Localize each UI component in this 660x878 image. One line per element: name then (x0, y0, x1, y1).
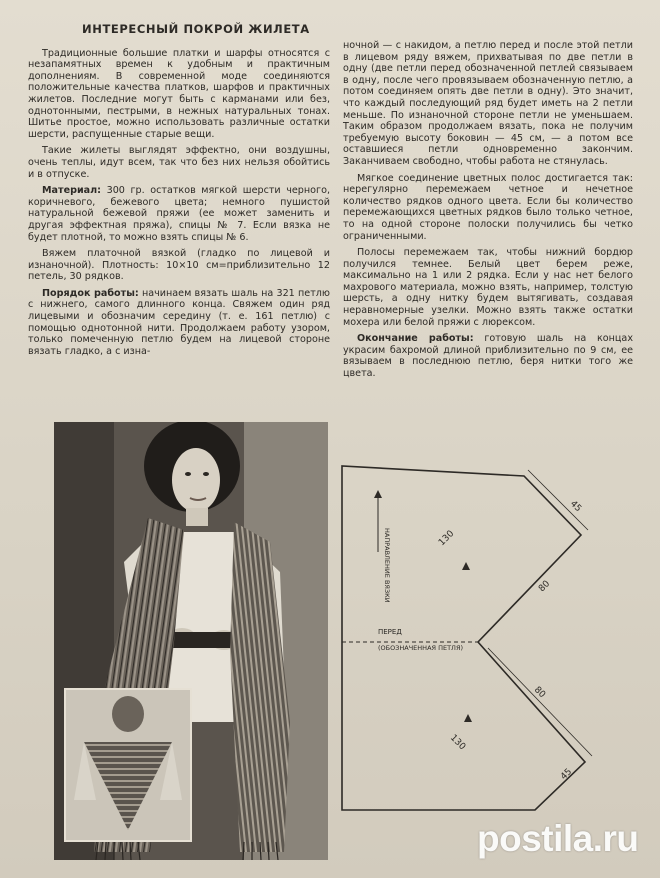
back-view-inset-photo (64, 688, 192, 842)
right-paragraph-1: ночной — с накидом, а петлю перед и после этой петли в лицевом ряду вяжем, прихватывая по две петли в одну (две петли перед обозначенной петлей связываем в одну, после чего провязываем обозначенную петлю, а потом соединяем опять две петли в одну). Это значит, что каждый последующий ряд будет иметь на 2 петли меньше. По изнаночной стороне петли не уменьшаем. Таким образом продолжаем вязать, пока не получим требуемую высоту боковин — 45 см, — а потом все оставшиеся петли одновременно закончим. Заканчиваем свободно, чтобы работа не стянулась. (343, 40, 633, 167)
right-column (343, 40, 633, 385)
pattern-schematic (338, 462, 638, 827)
marked-loop-label: (ОБОЗНАЧЕННАЯ ПЕТЛЯ) (378, 644, 464, 652)
material-text: 300 гр. остатков мягкой шерсти черного, коричневого, бежевого цвета; немного пушистой натуральной бежевой пряжи (ее может заменить и другая эффектная пряжа), спицы № 7. Если вязка не будет плотной, то можно взять спицы № 6. (28, 185, 330, 243)
finish-label: Окончание работы: (357, 333, 474, 345)
right-paragraph-2: Мягкое соединение цветных полос достигается так: нерегулярно перемежаем четное и нечетное количество рядков одного цвета. Если бы количество перемежающихся цветных рядков было только четное, то на одной стороне полоски получились бы четко ограниченными. (343, 172, 633, 242)
front-label: ПЕРЕД (378, 628, 402, 636)
dim-mid-top: 80 (537, 578, 553, 595)
direction-arrowhead-icon (374, 490, 382, 498)
dim-long-top: 130 (437, 528, 457, 549)
intro-paragraph-1: Традиционные большие платки и шарфы относятся с незапамятных времен к удобным и практичным дополнениям. В современной моде соединяются положительные качества платков, шарфов и практичных жилетов. Последние могут быть с карманами или без, однотонными, пестрыми, в нежных натуральных тонах. Шитье простое, можно использовать различные остатки шерсти, распущенные старые вещи. (28, 47, 330, 140)
dim-top: 45 (567, 499, 584, 515)
knit-paragraph: Вяжем платочной вязкой (гладко по лицевой и изнаночной). Плотность: 10×10 см=приблизительно 12 петель, 30 рядков. (28, 248, 330, 283)
dim-mid-bottom: 80 (531, 685, 548, 701)
left-column (28, 24, 330, 362)
intro-paragraph-2: Такие жилеты выглядят эффектно, они воздушны, очень теплы, идут всем, так что без них нельзя обойтись и в отпуске. (28, 145, 330, 180)
article-title: ИНТЕРЕСНЫЙ ПОКРОЙ ЖИЛЕТА (82, 22, 310, 36)
material-label: Материал: (42, 185, 102, 197)
order-label: Порядок работы: (42, 287, 139, 299)
finish-text: готовую шаль на концах украсим бахромой длиной приблизительно по 9 см, ее вязываем в последнюю петлю, беря нитки того же цвета. (343, 333, 633, 380)
back-view-illustration (66, 690, 190, 840)
right-paragraph-3: Полосы перемежаем так, чтобы нижний бордюр получился темнее. Белый цвет берем реже, максимально на 1 или 2 рядка. Если у нас нет белого махрового материала, можно взять, например, толстую шерсть, а одну нитку будем вытягивать, создавая неравномерные узелки. Можно взять также остатки мохера или белой пряжи с люрексом. (343, 247, 633, 328)
inner-arrow-icon (464, 714, 472, 722)
inner-arrow-icon (462, 562, 470, 570)
finish-paragraph (343, 333, 633, 379)
order-text: начинаем вязать шаль на 321 петлю с нижнего, самого длинного конца. Свяжем один ряд лицевыми и обозначим середину (т. е. 161 петлю) с помощью однотонной нити. Продолжаем работу узором, только помеченную петлю будем на лицевой стороне вязать гладко, а с изна- (28, 287, 330, 357)
watermark: postila.ru (477, 818, 639, 859)
dim-long-bottom: 130 (447, 733, 468, 753)
direction-label: НАПРАВЛЕНИЕ ВЯЗКИ (383, 528, 391, 603)
order-paragraph (28, 288, 330, 358)
material-paragraph (28, 185, 330, 243)
schematic-drawing (338, 462, 638, 827)
dim-bottom: 45 (559, 766, 575, 783)
